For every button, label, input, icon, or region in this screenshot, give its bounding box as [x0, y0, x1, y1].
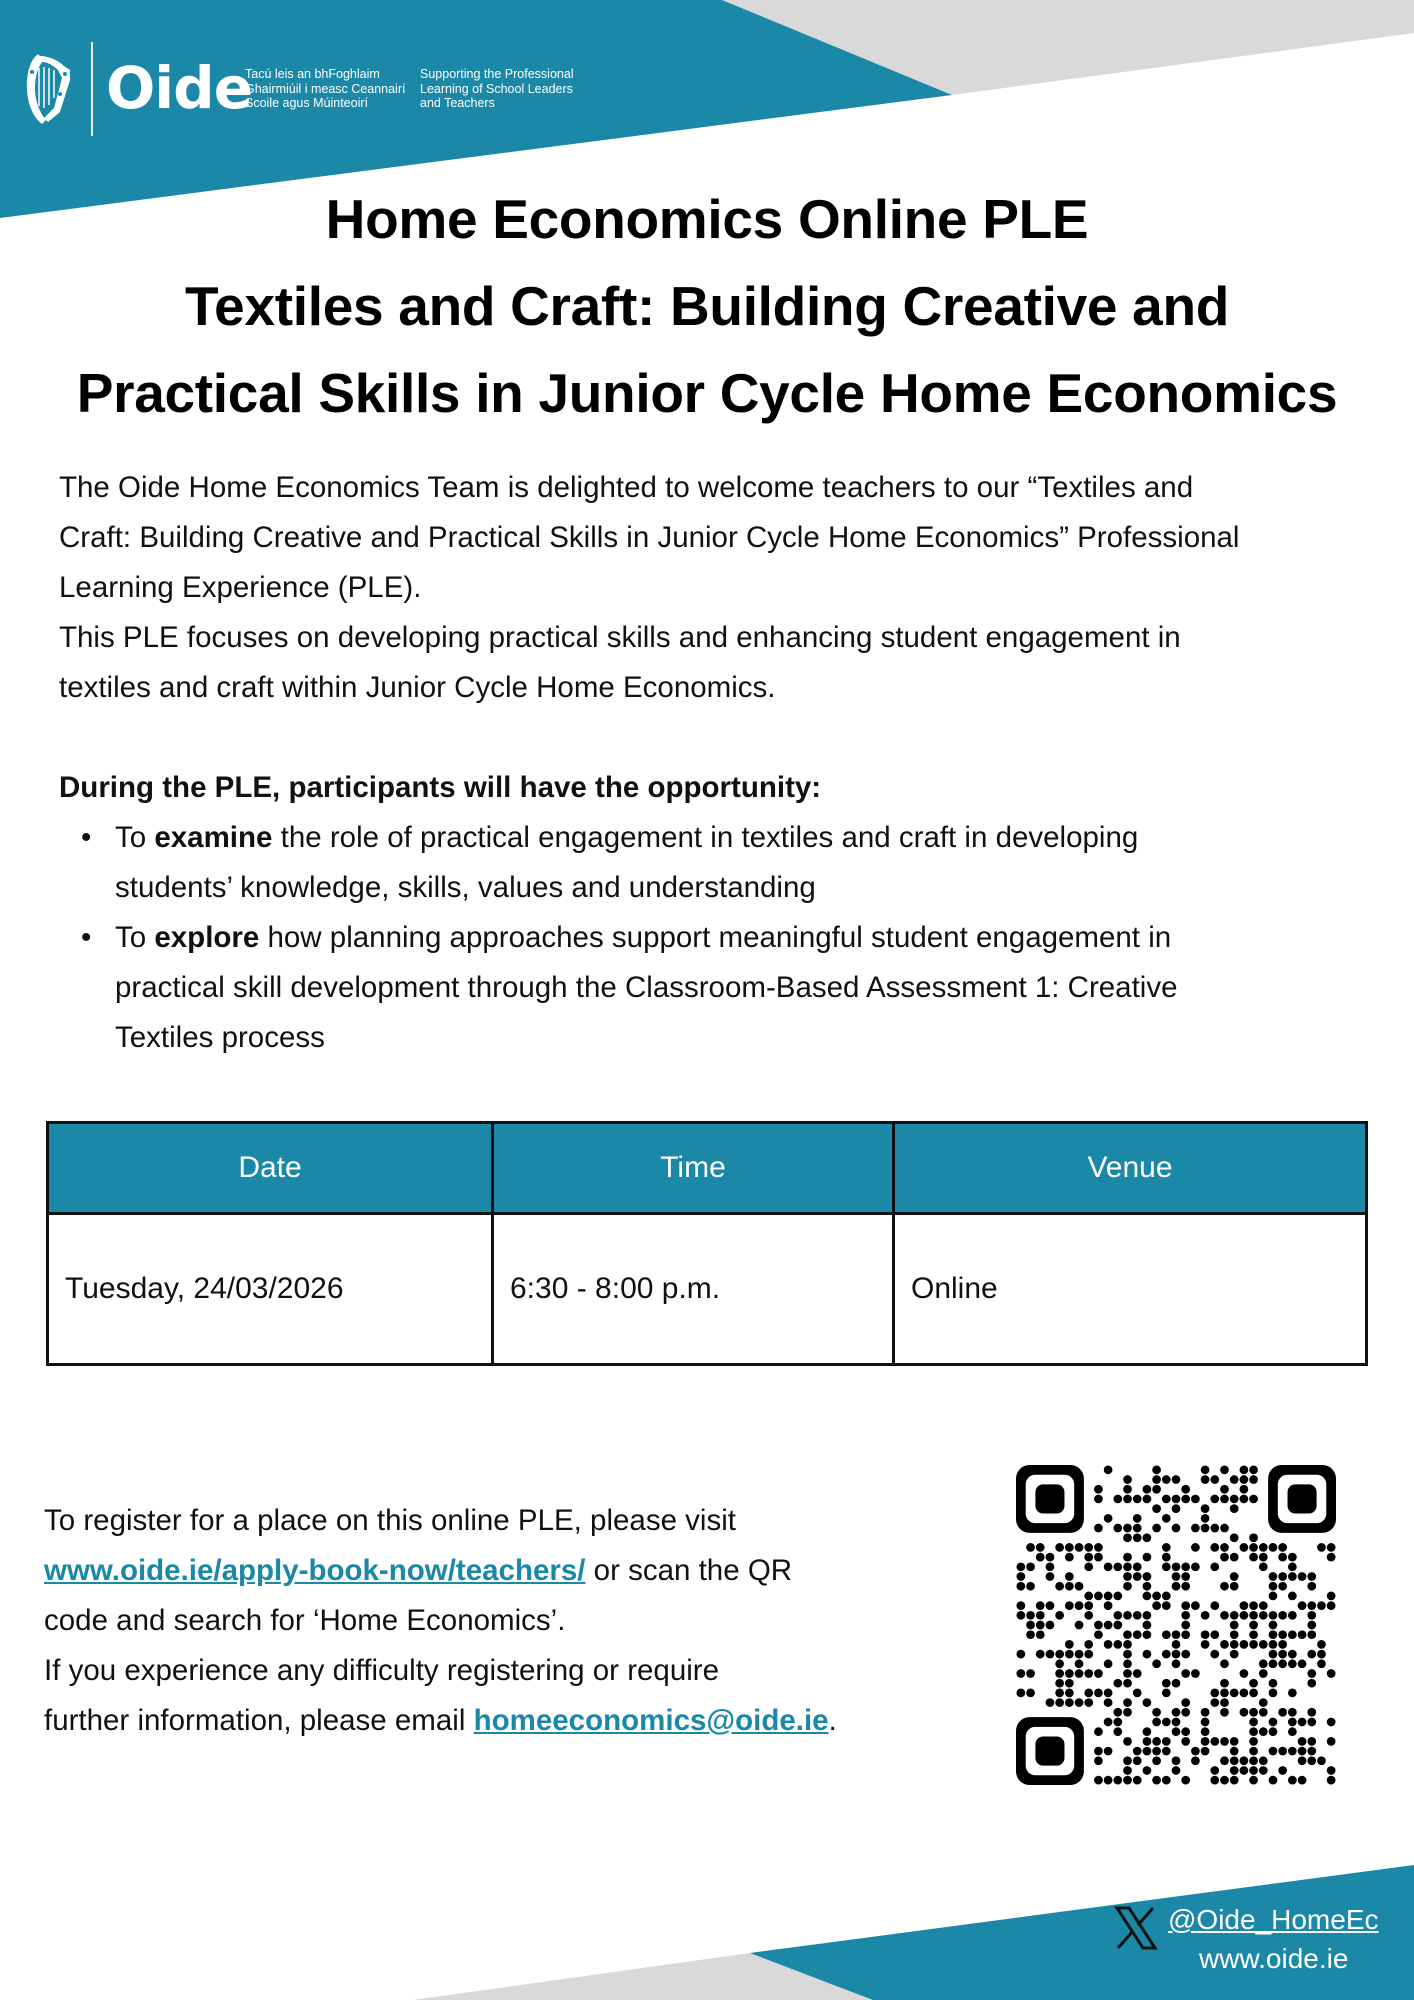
opportunities-list [59, 813, 1389, 1063]
body-content [59, 463, 1389, 1063]
logo-divider [91, 42, 93, 136]
tagline-english-line: Learning of School Leaders [420, 81, 573, 96]
list-item-line: students’ knowledge, skills, values and understanding [115, 871, 816, 904]
qr-code-icon[interactable] [1016, 1465, 1336, 1785]
social-handle-link[interactable]: @Oide_HomeEc [1168, 1904, 1379, 1935]
column-header-date: Date [48, 1123, 493, 1214]
spacer [59, 713, 1389, 763]
tagline-english-line: Supporting the Professional [420, 67, 574, 81]
oide-logo-word: Oide [106, 54, 253, 122]
tagline-english-line: and Teachers [420, 96, 495, 110]
registration-line: To register for a place on this online PLE, please visit [44, 1504, 736, 1537]
intro-line: Learning Experience (PLE). [59, 571, 422, 604]
registration-text: further information, please email [44, 1704, 474, 1737]
registration-text: or scan the QR [585, 1554, 793, 1587]
tagline-irish-line: Scoile agus Múinteoirí [245, 96, 368, 110]
x-twitter-icon[interactable] [1114, 1906, 1158, 1950]
registration-line [44, 1696, 944, 1746]
list-item-prefix: To [115, 821, 155, 854]
time-cell: 6:30 - 8:00 p.m. [493, 1214, 894, 1365]
email-link[interactable]: homeeconomics@oide.ie [473, 1704, 829, 1737]
list-item-line: Textiles process [115, 1021, 325, 1054]
bullet-icon: • [81, 821, 92, 854]
list-item-line [115, 813, 1389, 863]
apply-link[interactable]: www.oide.ie/apply-book-now/teachers/ [44, 1554, 586, 1587]
list-item-prefix: To [115, 921, 155, 954]
intro-line: Craft: Building Creative and Practical Skills in Junior Cycle Home Economics” Professional [59, 521, 1240, 554]
registration-info [44, 1496, 944, 1746]
registration-line: If you experience any difficulty registering or require [44, 1654, 720, 1687]
title-line: Home Economics Online PLE [325, 188, 1089, 250]
registration-text: . [828, 1704, 837, 1737]
list-item-text: the role of practical engagement in textiles and craft in developing [272, 821, 1139, 854]
list-item-line [115, 913, 1389, 963]
list-item [81, 913, 1389, 1063]
bullet-icon: • [81, 921, 92, 954]
intro-line: textiles and craft within Junior Cycle Home Economics. [59, 671, 776, 704]
date-cell: Tuesday, 24/03/2026 [48, 1214, 493, 1365]
list-item-line: practical skill development through the Classroom-Based Assessment 1: Creative [115, 971, 1178, 1004]
harp-icon [24, 50, 74, 128]
column-header-time: Time [493, 1123, 894, 1214]
list-item [81, 813, 1389, 913]
page-title [0, 176, 1414, 437]
venue-cell: Online [894, 1214, 1367, 1365]
list-item-text: how planning approaches support meaningful student engagement in [259, 921, 1172, 954]
intro-line: This PLE focuses on developing practical skills and enhancing student engagement in [59, 621, 1181, 654]
title-line: Textiles and Craft: Building Creative and [184, 275, 1230, 337]
website-text: www.oide.ie [1199, 1943, 1349, 1974]
schedule-table [46, 1121, 1368, 1366]
intro-paragraph [59, 463, 1389, 713]
list-item-verb: examine [154, 821, 273, 854]
title-line: Practical Skills in Junior Cycle Home Economics [76, 362, 1338, 424]
registration-line [44, 1546, 944, 1596]
table-row [48, 1214, 1367, 1365]
tagline-irish-line: Ghairmiúil i measc Ceannairí [245, 81, 406, 96]
column-header-venue: Venue [894, 1123, 1367, 1214]
opportunities-heading: During the PLE, participants will have the opportunity: [59, 771, 822, 804]
list-item-verb: explore [154, 921, 260, 954]
table-header-row [48, 1123, 1367, 1214]
tagline-irish-line: Tacú leis an bhFoghlaim [245, 67, 380, 81]
tagline-english [420, 67, 574, 111]
intro-line: The Oide Home Economics Team is delighted to welcome teachers to our “Textiles and [59, 471, 1194, 504]
tagline-irish [245, 67, 405, 111]
registration-line: code and search for ‘Home Economics’. [44, 1604, 566, 1637]
